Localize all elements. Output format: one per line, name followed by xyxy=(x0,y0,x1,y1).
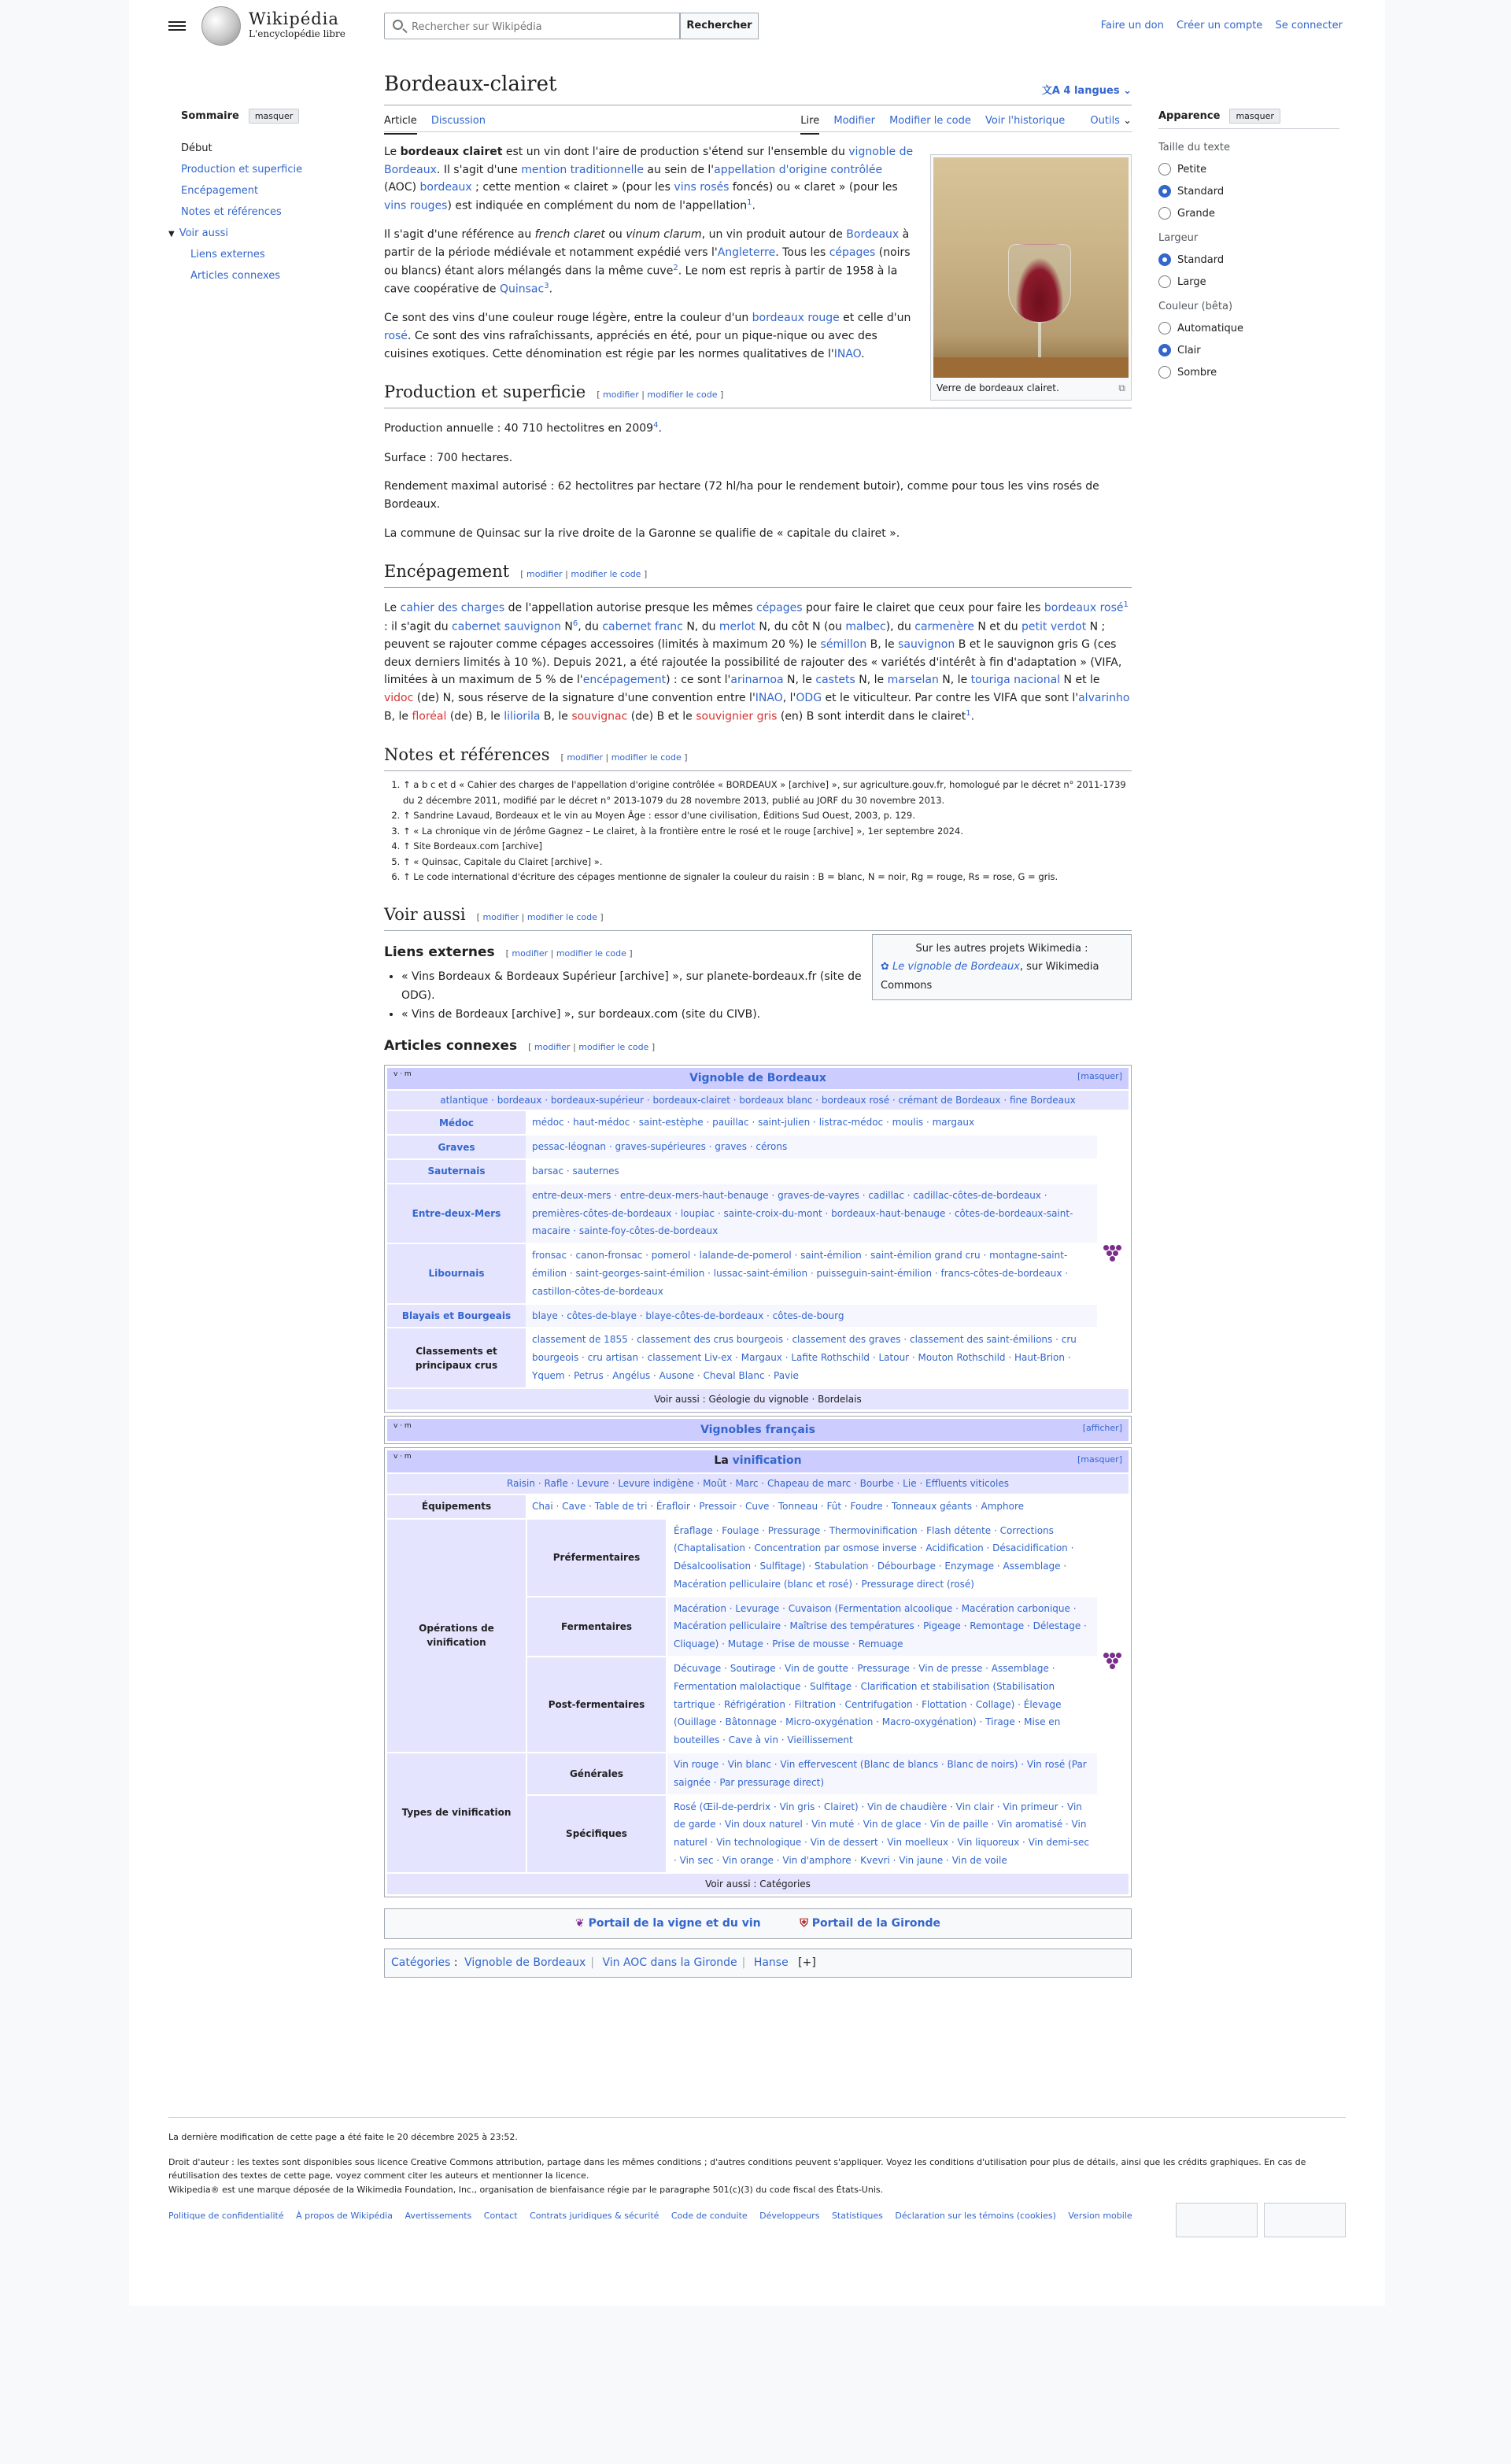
navbox-footer[interactable]: Voir aussi : Géologie du vignoble · Bordelais xyxy=(387,1389,1129,1409)
navbox-items[interactable]: pessac-léognan · graves-supérieures · graves · cérons xyxy=(526,1136,1097,1158)
page-title: Bordeaux-clairet xyxy=(384,72,1132,105)
navbox-vignoble-bordeaux xyxy=(384,1065,1132,1412)
navbox-items[interactable]: médoc · haut-médoc · saint-estèphe · pauillac · saint-julien · listrac-médoc · moulis · margaux xyxy=(532,1117,975,1129)
infobox-image xyxy=(930,154,1132,401)
translate-icon: 文A xyxy=(1041,85,1064,97)
navbox-group[interactable]: Entre-deux-Mers xyxy=(387,1184,526,1243)
toc-item-production[interactable]: Production et superficie xyxy=(181,164,303,175)
navbox-subgroup: Spécifiques xyxy=(527,1796,666,1872)
edit-link[interactable]: modifier xyxy=(534,1041,571,1052)
reference-item[interactable]: 6. ↑ Le code international d'écriture des cépages mentionne de signaler la couleur du raisin : B = blanc, N = noir, Rg = rouge, Rs = rose, G = gris. xyxy=(403,870,1132,885)
text-size-label: Taille du texte xyxy=(1158,142,1230,153)
search-input[interactable] xyxy=(410,18,670,35)
tab-edit-code[interactable]: Modifier le code xyxy=(889,115,971,127)
donate-link[interactable]: Faire un don xyxy=(1100,20,1164,31)
prod-yield: Rendement maximal autorisé : 62 hectolitres par hectare (72 hl/ha pour le rendement butoir), comme pour tous les vins rosés de Bordeaux. xyxy=(384,480,1099,512)
intro-paragraph-3: Ce sont des vins d'une couleur rouge légère, entre la couleur d'un bordeaux rouge et celle d'un rosé. Ce sont des vins rafraîchissants, appréciés en été, pour un pique-nique ou avec des cuisines exotiques. Cette dénomination est régie par les normes qualitatives de l'INAO. xyxy=(384,312,911,360)
section-notes: Notes et références [ modifier | modifier le code ] xyxy=(384,741,1132,771)
categories-label[interactable]: Catégories xyxy=(391,1956,451,1970)
footer-link[interactable]: À propos de Wikipédia xyxy=(296,2211,393,2222)
footer-link[interactable]: Contact xyxy=(483,2211,518,2222)
logo-tagline: L'encyclopédie libre xyxy=(249,28,345,39)
navbox-hide-button[interactable]: [masquer] xyxy=(1077,1454,1122,1465)
category-link[interactable]: Hanse xyxy=(753,1956,789,1970)
toc-item-voir-aussi[interactable]: Voir aussi xyxy=(179,227,228,239)
text-size-standard-radio[interactable]: Standard xyxy=(1158,185,1339,198)
categories-expand[interactable]: [+] xyxy=(798,1956,816,1970)
navbox-items[interactable]: Décuvage · Soutirage · Vin de goutte · Pressurage · Vin de presse · Assemblage · Fermentation malolactique · Sulfitage · Clarification et stabilisation (Stabilisation tartrique · Réfrigération · Filtration · Centrifugation · Flottation · Collage) · Élevage (Ouillage · Bâtonnage · Micro-oxygénation · Macro-oxygénation) · Tirage · Mise en bouteilles · Cave à vin · Vieillissement xyxy=(674,1663,1062,1746)
tab-discussion[interactable]: Discussion xyxy=(430,115,486,127)
reference-item[interactable]: 4. ↑ Site Bordeaux.com [archive] xyxy=(403,839,1132,855)
edit-code-link[interactable]: modifier le code xyxy=(611,752,682,763)
navbox-footer[interactable]: Voir aussi : Catégories xyxy=(387,1874,1129,1895)
edit-code-link[interactable]: modifier le code xyxy=(526,911,597,922)
footer-link[interactable]: Code de conduite xyxy=(671,2211,748,2222)
toc-item-debut[interactable]: Début xyxy=(181,142,212,154)
external-link-item[interactable]: • « Vins Bordeaux & Bordeaux Supérieur [archive] », sur planete-bordeaux.fr (site de ODG). xyxy=(401,968,1132,1006)
navbox-subgroup: Fermentaires xyxy=(527,1598,666,1656)
edit-link[interactable]: modifier xyxy=(603,390,639,401)
navbox-items[interactable]: barsac · sauternes xyxy=(532,1165,619,1177)
last-modified: La dernière modification de cette page a été faite le 20 décembre 2025 à 23:52. xyxy=(168,2132,518,2142)
appearance-hide-button[interactable]: masquer xyxy=(1229,109,1280,124)
grape-portal-icon: ❦ xyxy=(575,1917,589,1930)
grape-icon xyxy=(1103,1245,1124,1265)
reference-item[interactable]: 1. ↑ a b c et d « Cahier des charges de l'appellation d'origine contrôlée « BORDEAUX » [archive] », sur agriculture.gouv.fr, homologué par le décret n° 2011-1739 du 2 décembre 2011, modifié par le décret n° 2013-1079 du 28 novembre 2013, publié au JORF du 30 novembre 2013. xyxy=(403,778,1132,808)
navbox-show-button[interactable]: [afficher] xyxy=(1082,1422,1122,1433)
footer-link[interactable]: Contrats juridiques & sécurité xyxy=(530,2211,659,2222)
trademark-text: Wikipedia® est une marque déposée de la Wikimedia Foundation, Inc., organisation de bienfaisance régie par le paragraphe 501(c)(3) du code fiscal des États-Unis. xyxy=(168,2184,884,2195)
text-size-small-radio[interactable]: Petite xyxy=(1158,163,1339,175)
main-menu-icon[interactable] xyxy=(168,19,186,33)
navbox-group[interactable]: Blayais et Bourgeais xyxy=(387,1305,526,1328)
toc-item-notes[interactable]: Notes et références xyxy=(181,206,282,218)
reference-item[interactable]: 5. ↑ « Quinsac, Capitale du Clairet [archive] ». xyxy=(403,855,1132,870)
wikipedia-globe-logo[interactable] xyxy=(201,6,241,46)
sister-title: Sur les autres projets Wikimedia : xyxy=(915,942,1088,955)
color-dark-radio[interactable]: Sombre xyxy=(1158,366,1339,379)
image-caption: Verre de bordeaux clairet. ⧉ xyxy=(933,378,1129,397)
search-button[interactable]: Rechercher xyxy=(680,13,759,39)
edit-code-link[interactable]: modifier le code xyxy=(647,390,718,401)
subsection-articles-connexes: Articles connexes [ modifier | modifier le code ] xyxy=(384,1037,656,1054)
navbox-items[interactable]: Macération · Levurage · Cuvaison (Fermentation alcoolique · Macération carbonique · Macération pelliculaire · Maîtrise des températures · Pigeage · Remontage · Délestage · Cliquage) · Mutage · Prise de mousse · Remuage xyxy=(667,1598,1097,1656)
tab-edit[interactable]: Modifier xyxy=(833,115,875,127)
portals-bar xyxy=(384,1908,1132,1939)
reference-item[interactable]: 3. ↑ « La chronique vin de Jérôme Gagnez – Le clairet, à la frontière entre le rosé et le rouge [archive] », 1er septembre 2024. xyxy=(403,824,1132,840)
section-production: Production et superficie [ modifier | modifier le code ] xyxy=(384,379,1132,408)
article-body xyxy=(384,143,1132,1978)
navbox-items[interactable]: fronsac · canon-fronsac · pomerol · lalande-de-pomerol · saint-émilion · saint-émilion grand cru · montagne-saint-émilion · saint-georges-saint-émilion · lussac-saint-émilion · puisseguin-saint-émilion · francs-côtes-de-bordeaux · castillon-côtes-de-bordeaux xyxy=(532,1250,1069,1297)
page xyxy=(129,0,1385,2306)
navbox-items[interactable]: entre-deux-mers · entre-deux-mers-haut-benauge · graves-de-vayres · cadillac · cadillac-côtes-de-bordeaux · premières-côtes-de-bordeaux · loupiac · sainte-croix-du-mont · bordeaux-haut-benauge · côtes-de-bordeaux-saint-macaire · sainte-foy-côtes-de-bordeaux xyxy=(526,1184,1097,1243)
toc-item-articles-connexes[interactable]: Articles connexes xyxy=(190,270,281,282)
navbox-group[interactable]: Médoc xyxy=(387,1111,526,1134)
edit-link[interactable]: modifier xyxy=(567,752,604,763)
width-large-radio[interactable]: Large xyxy=(1158,275,1339,288)
navbox-group[interactable]: Graves xyxy=(387,1136,526,1158)
wine-glass-image[interactable] xyxy=(933,157,1129,378)
footer-links xyxy=(168,2209,1346,2223)
logo-wordmark[interactable]: Wikipédia xyxy=(249,9,339,28)
login-link[interactable]: Se connecter xyxy=(1275,20,1343,31)
width-label: Largeur xyxy=(1158,232,1199,244)
tab-read[interactable]: Lire xyxy=(800,115,819,135)
tab-history[interactable]: Voir l'historique xyxy=(985,115,1066,127)
edit-code-link[interactable]: modifier le code xyxy=(578,1041,649,1052)
license-text: Droit d'auteur : les textes sont disponibles sous licence Creative Commons attribution, partage dans les mêmes conditions ; d'autres conditions peuvent s'appliquer. Voyez les conditions d'utilisation pour plus de détails, ainsi que les crédits graphiques. En cas de réutilisation des textes de cette page, voyez comment citer les auteurs et mentionner la licence. xyxy=(168,2156,1306,2181)
text-size-large-radio[interactable]: Grande xyxy=(1158,207,1339,220)
mediawiki-badge[interactable] xyxy=(1264,2203,1346,2237)
footer-link[interactable]: Déclaration sur les témoins (cookies) xyxy=(895,2211,1056,2222)
footer-link[interactable]: Politique de confidentialité xyxy=(168,2211,284,2222)
navbox-list[interactable]: Raisin · Rafle · Levure · Levure indigène · Moût · Marc · Chapeau de marc · Bourbe · Lie · Effluents viticoles xyxy=(387,1474,1129,1494)
chevron-down-icon[interactable]: ▼ xyxy=(168,230,175,238)
subsection-liens-externes: Liens externes [ modifier | modifier le code ] xyxy=(384,944,633,960)
navbox-title: v · m Vignoble de Bordeaux [masquer] xyxy=(387,1068,1129,1089)
page-footer xyxy=(168,2117,1346,2223)
commons-link[interactable]: Le vignoble de Bordeaux xyxy=(892,961,1020,973)
commons-icon: ✿ xyxy=(881,961,893,973)
edit-link[interactable]: modifier xyxy=(482,911,519,922)
navbox-subgroup: Préfermentaires xyxy=(527,1520,666,1596)
navbox-vinification: v · m La vinification [masquer] Raisin · Rafle · Levure · Levure indigène · Moût · Marc · Chapeau de marc · Bourbe · Lie · Effluents viticoles Équipements Chai · Cave · Table de tri · Érafloir · Pressoir · Cuve · Tonneau · Fût · Foudre · Tonneaux géants · Amphore Opérations de vinification Préfermentaires Éraflage · Foulage · Pressurage · Thermovinification · Flash détente · Corrections (Chaptalisation · Concentration par osmose inverse · Acidification · Désacidification · Désalcoolisation · Sulfitage) · Stabulation · Débourbage · Enzymage · Assemblage · Macération pelliculaire (blanc et rosé) · Pressurage direct (rosé) Fermentaires Macération · Levurage · Cuvaison (Fermentation alcoolique · Macération carbonique · Macération pelliculaire · Maîtrise des températures · Pigeage · Remontage · Délestage · Cliquage) · Mutage · Prise de mousse · Remuage Post-fermentaires Décuvage · Soutirage · Vin de goutte · Pressurage · Vin de presse · Assemblage · Fermentation malolactique · Sulfitage · Clarification et stabilisation (Stabilisation tartrique · Réfrigération · Filtration · Centrifugation · Flottation · Collage) · Élevage (Ouillage · Bâtonnage · Micro-oxygénation · Macro-oxygénation) · Tirage · Mise en bouteilles · Cave à vin · Vieillissement Types de vinification Générales Vin rouge · Vin blanc · Vin effervescent (Blanc de blancs · Blanc de noirs) · Vin rosé (Par saignée · Par pressurage direct) Spécifiques Rosé (Œil-de-perdrix · Vin gris · Clairet) · Vin de chaudière · Vin clair · Vin primeur · Vin de garde · Vin doux naturel · Vin muté · Vin de glace · Vin de paille · Vin aromatisé · Vin naturel · Vin technologique · Vin de dessert · Vin moelleux · Vin liquoreux · Vin demi-sec · Vin sec · Vin orange · Vin d'amphore · Kvevri · Vin jaune · Vin de voile Voir aussi : Catégories xyxy=(384,1447,1132,1897)
navbox-items[interactable]: blaye · côtes-de-blaye · blaye-côtes-de-bordeaux · côtes-de-bourg xyxy=(526,1305,1097,1328)
navbox-items[interactable]: Chai · Cave · Table de tri · Érafloir · Pressoir · Cuve · Tonneau · Fût · Foudre · Tonneaux géants · Amphore xyxy=(532,1500,1025,1512)
navbox-hide-button[interactable]: [masquer] xyxy=(1077,1071,1122,1082)
encepagement-paragraph: Le cahier des charges de l'appellation autorise presque les mêmes cépages pour faire le clairet que ceux pour faire les bordeaux rosé$^1$ : il s'agit du cabernet sauvignon $N^6$, du cabernet franc N, du merlot N, du côt N (ou malbec), du carmenère N et du petit verdot N ; peuvent se rajouter comme cépages accessoires (limités à maximum 20 %) le sémillon B, le sauvignon B et le sauvignon gris G (ces deux derniers limités à 10 %). Depuis 2021, a été rajoutée la possibilité de rajouter des « variétés d'intérêt à fin d'adaptation » (VIFA, limitées à un maximum de 5 % de l'encépagement) : ce sont l'arinarnoa N, le castets N, le marselan N, le touriga nacional N et le vidoc (de) N, sous réserve de la signature d'une convention entre l'INAO, l'ODG et le viticulteur. Par contre les VIFA que sont l'alvarinho B, le floréal (de) B, le liliorila B, le souvignac (de) B et le souvignier gris (en) B sont interdit dans le clairet$^1$. xyxy=(384,600,1130,723)
intro-paragraph-1: Le bordeaux clairet est un vin dont l'aire de production s'étend sur l'ensemble du vignoble de Bordeaux. Il s'agit d'une mention traditionnelle au sein de l'appellation d'origine contrôlée (AOC) bordeaux ; cette mention « clairet » (pour les vins rosés foncés) ou « claret » (pour les vins rouges) est indiquée en complément du nom de l'appellation$^1$. xyxy=(384,146,914,212)
navbox-group: Équipements xyxy=(387,1495,526,1518)
user-links xyxy=(1092,20,1343,31)
navbox-group[interactable]: Sauternais xyxy=(387,1160,526,1183)
navbox-group: Types de vinification xyxy=(387,1753,526,1872)
create-account-link[interactable]: Créer un compte xyxy=(1176,20,1263,31)
wikimedia-badge[interactable] xyxy=(1176,2203,1258,2237)
section-voir-aussi: Voir aussi [ modifier | modifier le code ] xyxy=(384,901,1132,931)
reference-item[interactable]: 2. ↑ Sandrine Lavaud, Bordeaux et le vin au Moyen Âge : essor d'une civilisation, Éditions Sud Ouest, 2003, p. 129. xyxy=(403,808,1132,824)
toc-hide-button[interactable]: masquer xyxy=(249,109,299,124)
section-encepagement: Encépagement [ modifier | modifier le code ] xyxy=(384,558,1132,588)
toc-title: Sommaire xyxy=(181,110,239,122)
edit-link[interactable]: modifier xyxy=(526,569,563,580)
language-selector[interactable]: 文A 4 langues ⌄ xyxy=(1041,85,1132,97)
prod-surface: Surface : 700 hectares. xyxy=(384,451,513,464)
portal-vigne-link[interactable]: Portail de la vigne et du vin xyxy=(588,1917,761,1930)
navbox-group[interactable]: Libournais xyxy=(387,1244,526,1302)
portal-gironde-link[interactable]: Portail de la Gironde xyxy=(811,1917,940,1930)
footer-link[interactable]: Statistiques xyxy=(831,2211,883,2222)
categories-bar: Catégories : Vignoble de Bordeaux | Vin AOC dans la Gironde | Hanse [+] xyxy=(384,1949,1132,1978)
edit-code-link[interactable]: modifier le code xyxy=(556,948,626,959)
navbox-items[interactable]: Vin rouge · Vin blanc · Vin effervescent (Blanc de blancs · Blanc de noirs) · Vin rosé (Par saignée · Par pressurage direct) xyxy=(667,1753,1097,1794)
grape-icon xyxy=(1103,1653,1124,1673)
navbox-items[interactable]: classement de 1855 · classement des crus bourgeois · classement des graves · classement des saint-émilions · cru bourgeois · cru artisan · classement Liv-ex · Margaux · Lafite Rothschild · Latour · Mouton Rothschild · Haut-Brion · Yquem · Petrus · Angélus · Ausone · Cheval Blanc · Pavie xyxy=(532,1334,1077,1381)
navbox-items[interactable]: Éraflage · Foulage · Pressurage · Thermovinification · Flash détente · Corrections (Chaptalisation · Concentration par osmose inverse · Acidification · Désacidification · Désalcoolisation · Sulfitage) · Stabulation · Débourbage · Enzymage · Assemblage · Macération pelliculaire (blanc et rosé) · Pressurage direct (rosé) xyxy=(674,1524,1074,1590)
footer-link[interactable]: Version mobile xyxy=(1068,2211,1132,2222)
page-tabs xyxy=(384,105,1132,132)
edit-link[interactable]: modifier xyxy=(512,948,549,959)
navbox-group: Opérations de vinification xyxy=(387,1520,526,1753)
enlarge-icon[interactable]: ⧉ xyxy=(1118,382,1125,393)
edit-code-link[interactable]: modifier le code xyxy=(571,569,641,580)
references-list xyxy=(384,778,1132,885)
search-box[interactable] xyxy=(384,13,680,39)
tab-tools[interactable]: Outils ⌄ xyxy=(1090,115,1132,127)
width-standard-radio[interactable]: Standard xyxy=(1158,253,1339,266)
navbox-items[interactable]: Rosé (Œil-de-perdrix · Vin gris · Clairet) · Vin de chaudière · Vin clair · Vin primeur · Vin de garde · Vin doux naturel · Vin muté · Vin de glace · Vin de paille · Vin aromatisé · Vin naturel · Vin technologique · Vin de dessert · Vin moelleux · Vin liquoreux · Vin demi-sec · Vin sec · Vin orange · Vin d'amphore · Kvevri · Vin jaune · Vin de voile xyxy=(674,1801,1089,1867)
footer-link[interactable]: Avertissements xyxy=(405,2211,472,2222)
toc-item-liens-externes[interactable]: Liens externes xyxy=(190,249,265,260)
toc-item-encepagement[interactable]: Encépagement xyxy=(181,185,259,197)
footer-link[interactable]: Développeurs xyxy=(759,2211,820,2222)
navbox-list[interactable]: atlantique · bordeaux · bordeaux-supérieur · bordeaux-clairet · bordeaux blanc · bordeaux rosé · crémant de Bordeaux · fine Bordeaux xyxy=(387,1091,1129,1110)
navbox-group: Classements et principaux crus xyxy=(387,1328,526,1387)
category-link[interactable]: Vignoble de Bordeaux xyxy=(464,1956,586,1970)
navbox-title[interactable]: vinification xyxy=(732,1454,802,1468)
prod-quinsac: La commune de Quinsac sur la rive droite de la Garonne se qualifie de « capitale du clairet ». xyxy=(384,526,900,540)
tab-article[interactable]: Article xyxy=(384,115,417,135)
appearance-title: Apparence xyxy=(1158,110,1221,122)
navbox-title[interactable]: Vignobles français xyxy=(700,1423,815,1436)
appearance-panel xyxy=(1158,109,1339,379)
navbox-subgroup: Générales xyxy=(527,1753,666,1794)
category-link[interactable]: Vin AOC dans la Gironde xyxy=(602,1956,737,1970)
prod-annual: Production annuelle : 40 710 hectolitres en 2009$^4$. xyxy=(384,421,662,436)
intro-paragraph-2: Il s'agit d'une référence au french claret ou vinum clarum, un vin produit autour de Bordeaux à partir de la période médiévale et notamment expédié vers l'Angleterre. Tous les cépages (noirs ou blancs) étant alors mélangés dans la même cuve$^2$. Le nom est repris à partir de 1958 à la cave coopérative de Quinsac$^3$. xyxy=(384,228,911,296)
external-link-item[interactable]: • « Vins de Bordeaux [archive] », sur bordeaux.com (site du CIVB). xyxy=(401,1006,1132,1025)
color-auto-radio[interactable]: Automatique xyxy=(1158,322,1339,334)
color-label: Couleur (bêta) xyxy=(1158,301,1233,312)
sister-projects-box: Sur les autres projets Wikimedia : ✿ Le vignoble de Bordeaux, sur Wikimedia Commons xyxy=(872,934,1132,1000)
main-content xyxy=(384,71,1132,1978)
navbox-vignobles-francais: v · m Vignobles français [afficher] xyxy=(384,1416,1132,1445)
search-icon xyxy=(393,20,403,30)
gironde-coat-icon: ⛨ xyxy=(800,1917,812,1930)
table-of-contents xyxy=(168,109,362,282)
navbox-subgroup: Post-fermentaires xyxy=(527,1657,666,1752)
color-light-radio[interactable]: Clair xyxy=(1158,344,1339,356)
